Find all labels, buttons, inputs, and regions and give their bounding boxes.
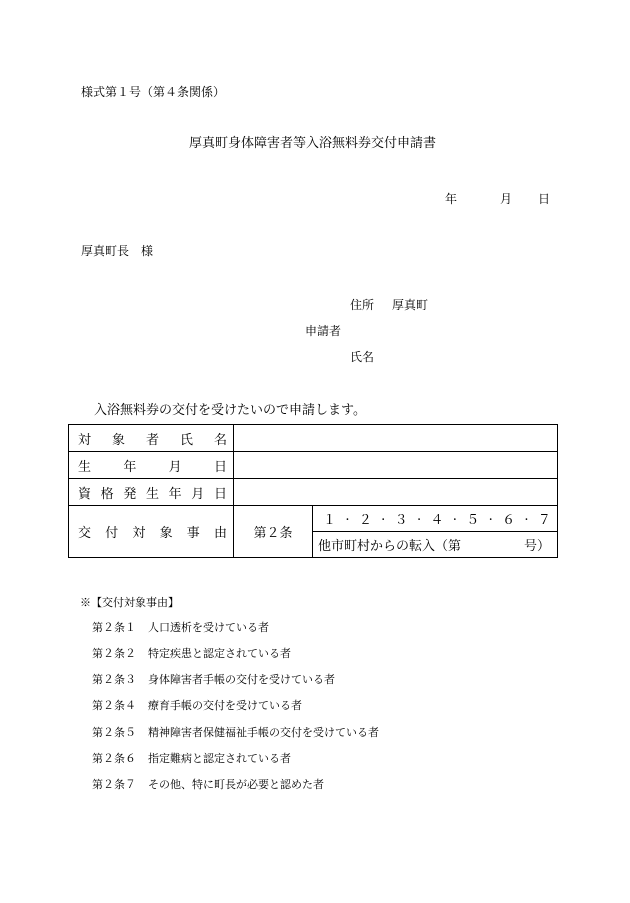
label-char: 年 [168,486,182,502]
reason-item-3 [92,674,335,685]
reason-item-text: 特定疾患と認定されている者 [148,647,291,660]
label-char: 日 [213,459,227,475]
reason-number[interactable]: ７ [537,513,551,528]
reason-number[interactable]: ３ [394,513,408,528]
reason-label-cell [69,506,234,558]
target-name-label-cell [69,425,234,452]
reason-number[interactable]: ５ [466,513,480,528]
transfer-text: 他市町村からの転入（第 [318,539,462,554]
reason-number[interactable]: ２ [358,513,372,528]
separator: . [524,509,529,524]
reason-item-number: 第２条２ [92,647,136,660]
reason-item-4 [92,700,302,711]
applicant-label: 申請者 [305,324,342,338]
reason-item-6 [92,753,291,764]
table-row-qualification [69,479,558,506]
reason-number[interactable]: １ [323,513,337,528]
label-char: 生 [78,459,92,475]
label-char: 氏 [179,432,193,448]
form-number: 様式第１号（第４条関係） [81,85,226,99]
reasons-header: ※【交付対象事由】 [80,596,179,609]
label-char: 交 [78,526,92,541]
reason-item-number: 第２条４ [92,699,136,712]
reason-item-number: 第２条１ [92,621,136,634]
name-label: 氏名 [350,350,375,364]
label-char: 資 [78,486,92,502]
label-char: 者 [145,432,159,448]
reason-item-number: 第２条７ [92,778,136,791]
reason-item-1 [92,622,269,633]
addressee: 厚真町長 様 [81,244,154,258]
address-value: 厚真町 [392,298,429,312]
reason-item-text: 身体障害者手帳の交付を受けている者 [148,673,335,686]
label-char: 年 [123,459,137,475]
reason-item-5 [92,727,379,738]
qualification-date-label-cell [69,479,234,506]
reason-item-number: 第２条６ [92,752,136,765]
reason-item-number: 第２条３ [92,673,136,686]
reason-item-text: その他、特に町長が必要と認めた者 [148,778,324,791]
label-char: 由 [213,526,227,541]
separator: . [345,509,350,524]
reason-item-text: 指定難病と認定されている者 [148,752,291,765]
reason-item-text: 療育手帳の交付を受けている者 [148,699,302,712]
reason-item-text: 人口透析を受けている者 [148,621,269,634]
table-row-birth [69,452,558,479]
separator: . [488,509,493,524]
birthdate-label-cell [69,452,234,479]
article-cell: 第２条 [234,506,313,558]
transfer-suffix: 号） [523,539,550,554]
transfer-cell[interactable] [313,532,558,558]
label-char: 対 [132,526,146,541]
reason-numbers-cell[interactable] [313,506,558,532]
reason-item-number: 第２条５ [92,726,136,739]
date-year: 年 [445,192,458,206]
target-name-input-cell[interactable] [234,425,558,452]
label-char: 象 [159,526,173,541]
label-char: 名 [213,432,227,448]
table-row-name [69,425,558,452]
label-char: 格 [100,486,114,502]
label-char: 生 [145,486,159,502]
label-char: 象 [111,432,125,448]
birthdate-input-cell[interactable] [234,452,558,479]
label-char: 月 [191,486,205,502]
separator: . [381,509,386,524]
label-char: 付 [105,526,119,541]
reason-item-text: 精神障害者保健福祉手帳の交付を受けている者 [148,726,379,739]
separator: . [416,509,422,524]
address-label: 住所 [350,298,375,312]
date-month: 月 [500,192,513,206]
label-char: 対 [78,432,92,448]
document-title: 厚真町身体障害者等入浴無料券交付申請書 [189,136,437,151]
date-day: 日 [538,192,551,206]
reason-item-7 [92,779,324,790]
table-row-reason [69,506,558,532]
reason-item-2 [92,648,291,659]
label-char: 発 [123,486,137,502]
label-char: 月 [168,459,182,475]
application-table [68,424,558,558]
request-text: 入浴無料券の交付を受けたいので申請します。 [94,403,366,418]
label-char: 日 [213,486,227,502]
separator: . [452,509,457,524]
qualification-date-input-cell[interactable] [234,479,558,506]
reason-number[interactable]: ４ [430,513,444,528]
reason-number[interactable]: ６ [502,513,516,528]
label-char: 事 [186,526,200,541]
